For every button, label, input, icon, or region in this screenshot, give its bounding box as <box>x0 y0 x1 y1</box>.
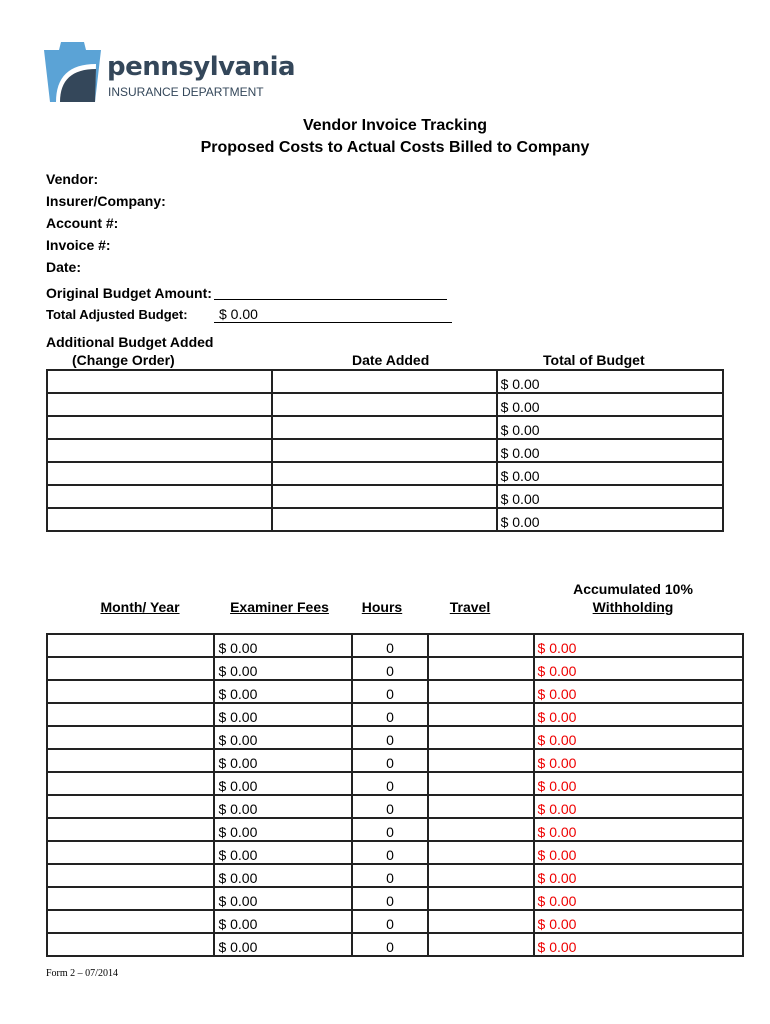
withholding-cell[interactable]: $ 0.00 <box>534 795 743 818</box>
month-year-cell[interactable] <box>47 657 214 680</box>
change-order-row <box>47 370 723 393</box>
withholding-cell[interactable]: $ 0.00 <box>534 887 743 910</box>
examiner-fees-cell[interactable]: $ 0.00 <box>214 818 352 841</box>
travel-cell[interactable] <box>428 772 534 795</box>
change-order-cell[interactable] <box>47 485 272 508</box>
hours-cell[interactable]: 0 <box>352 933 428 956</box>
travel-cell[interactable] <box>428 841 534 864</box>
billing-row <box>47 657 743 680</box>
change-order-row <box>47 439 723 462</box>
withholding-cell[interactable]: $ 0.00 <box>534 933 743 956</box>
keystone-logo-icon <box>44 42 104 109</box>
date-added-cell[interactable] <box>272 439 496 462</box>
logo-subtitle: INSURANCE DEPARTMENT <box>108 85 264 99</box>
total-budget-cell[interactable]: $ 0.00 <box>497 370 723 393</box>
change-order-subheader: (Change Order) <box>72 352 175 368</box>
examiner-fees-cell[interactable]: $ 0.00 <box>214 910 352 933</box>
month-year-cell[interactable] <box>47 887 214 910</box>
form-footer: Form 2 – 07/2014 <box>46 968 118 979</box>
examiner-fees-cell[interactable]: $ 0.00 <box>214 634 352 657</box>
month-year-cell[interactable] <box>47 818 214 841</box>
travel-cell[interactable] <box>428 726 534 749</box>
examiner-fees-cell[interactable]: $ 0.00 <box>214 841 352 864</box>
withholding-cell[interactable]: $ 0.00 <box>534 634 743 657</box>
billing-row <box>47 634 743 657</box>
date-added-cell[interactable] <box>272 416 496 439</box>
withholding-cell[interactable]: $ 0.00 <box>534 703 743 726</box>
billing-row <box>47 772 743 795</box>
examiner-fees-cell[interactable]: $ 0.00 <box>214 864 352 887</box>
hours-cell[interactable]: 0 <box>352 795 428 818</box>
billing-row <box>47 726 743 749</box>
change-order-row <box>47 416 723 439</box>
form-subtitle: Proposed Costs to Actual Costs Billed to Company <box>200 139 590 156</box>
withholding-header-line1: Accumulated 10% <box>573 581 693 597</box>
billing-row <box>47 864 743 887</box>
hours-cell[interactable]: 0 <box>352 818 428 841</box>
hours-header: Hours <box>361 599 403 615</box>
adjusted-budget-label: Total Adjusted Budget: <box>46 307 188 322</box>
change-order-header: Additional Budget Added <box>46 334 214 350</box>
withholding-cell[interactable]: $ 0.00 <box>534 818 743 841</box>
billing-row <box>47 749 743 772</box>
hours-cell[interactable]: 0 <box>352 749 428 772</box>
examiner-fees-cell[interactable]: $ 0.00 <box>214 703 352 726</box>
original-budget-label: Original Budget Amount: <box>46 285 212 301</box>
travel-cell[interactable] <box>428 933 534 956</box>
change-order-cell[interactable] <box>47 439 272 462</box>
travel-cell[interactable] <box>428 818 534 841</box>
change-order-cell[interactable] <box>47 370 272 393</box>
examiner-fees-cell[interactable]: $ 0.00 <box>214 680 352 703</box>
month-year-cell[interactable] <box>47 910 214 933</box>
travel-cell[interactable] <box>428 749 534 772</box>
date-label: Date: <box>46 259 82 275</box>
billing-row <box>47 933 743 956</box>
hours-cell[interactable]: 0 <box>352 772 428 795</box>
travel-cell[interactable] <box>428 795 534 818</box>
total-budget-cell[interactable]: $ 0.00 <box>497 462 723 485</box>
travel-cell[interactable] <box>428 910 534 933</box>
examiner-fees-cell[interactable]: $ 0.00 <box>214 887 352 910</box>
change-order-cell[interactable] <box>47 508 272 531</box>
month-year-cell[interactable] <box>47 680 214 703</box>
logo-name: pennsylvania <box>107 52 296 82</box>
change-order-cell[interactable] <box>47 393 272 416</box>
hours-cell[interactable]: 0 <box>352 864 428 887</box>
hours-cell[interactable]: 0 <box>352 841 428 864</box>
withholding-cell[interactable]: $ 0.00 <box>534 910 743 933</box>
date-added-cell[interactable] <box>272 508 496 531</box>
examiner-fees-cell[interactable]: $ 0.00 <box>214 726 352 749</box>
hours-cell[interactable]: 0 <box>352 634 428 657</box>
examiner-fees-cell[interactable]: $ 0.00 <box>214 749 352 772</box>
hours-cell[interactable]: 0 <box>352 910 428 933</box>
month-year-cell[interactable] <box>47 864 214 887</box>
travel-cell[interactable] <box>428 703 534 726</box>
total-budget-cell[interactable]: $ 0.00 <box>497 485 723 508</box>
month-year-cell[interactable] <box>47 634 214 657</box>
month-year-cell[interactable] <box>47 933 214 956</box>
month-year-cell[interactable] <box>47 795 214 818</box>
examiner-fees-cell[interactable]: $ 0.00 <box>214 657 352 680</box>
vendor-label: Vendor: <box>46 171 99 187</box>
total-budget-cell[interactable]: $ 0.00 <box>497 439 723 462</box>
total-budget-header: Total of Budget <box>543 352 645 368</box>
form-title: Vendor Invoice Tracking <box>302 117 488 134</box>
travel-cell[interactable] <box>428 634 534 657</box>
hours-cell[interactable]: 0 <box>352 726 428 749</box>
adjusted-budget-field[interactable]: $ 0.00 <box>214 306 452 323</box>
change-order-row <box>47 485 723 508</box>
change-order-row <box>47 462 723 485</box>
original-budget-field[interactable] <box>214 299 447 300</box>
travel-cell[interactable] <box>428 657 534 680</box>
withholding-cell[interactable]: $ 0.00 <box>534 680 743 703</box>
travel-cell[interactable] <box>428 680 534 703</box>
month-year-cell[interactable] <box>47 749 214 772</box>
withholding-cell[interactable]: $ 0.00 <box>534 864 743 887</box>
total-budget-cell[interactable]: $ 0.00 <box>497 416 723 439</box>
billing-row <box>47 887 743 910</box>
travel-cell[interactable] <box>428 887 534 910</box>
examiner-fees-cell[interactable]: $ 0.00 <box>214 772 352 795</box>
examiner-fees-cell[interactable]: $ 0.00 <box>214 933 352 956</box>
date-added-cell[interactable] <box>272 462 496 485</box>
withholding-cell[interactable]: $ 0.00 <box>534 772 743 795</box>
examiner-fees-header: Examiner Fees <box>230 599 329 615</box>
account-label: Account #: <box>46 215 119 231</box>
billing-row <box>47 795 743 818</box>
hours-cell[interactable]: 0 <box>352 657 428 680</box>
month-year-cell[interactable] <box>47 841 214 864</box>
change-order-table <box>46 369 724 532</box>
withholding-cell[interactable]: $ 0.00 <box>534 657 743 680</box>
examiner-fees-cell[interactable]: $ 0.00 <box>214 795 352 818</box>
withholding-cell[interactable]: $ 0.00 <box>534 841 743 864</box>
month-year-cell[interactable] <box>47 772 214 795</box>
change-order-row <box>47 393 723 416</box>
change-order-cell[interactable] <box>47 462 272 485</box>
date-added-cell[interactable] <box>272 485 496 508</box>
change-order-row <box>47 508 723 531</box>
billing-table <box>46 633 744 957</box>
travel-header: Travel <box>449 599 491 615</box>
total-budget-cell[interactable]: $ 0.00 <box>497 508 723 531</box>
travel-cell[interactable] <box>428 864 534 887</box>
month-year-header: Month/ Year <box>100 599 180 615</box>
billing-row <box>47 680 743 703</box>
withholding-header-line2: Withholding <box>592 599 674 615</box>
hours-cell[interactable]: 0 <box>352 680 428 703</box>
insurer-label: Insurer/Company: <box>46 193 166 209</box>
billing-row <box>47 703 743 726</box>
billing-row <box>47 910 743 933</box>
billing-row <box>47 818 743 841</box>
date-added-header: Date Added <box>352 352 430 368</box>
month-year-cell[interactable] <box>47 726 214 749</box>
date-added-cell[interactable] <box>272 393 496 416</box>
month-year-cell[interactable] <box>47 703 214 726</box>
invoice-label: Invoice #: <box>46 237 111 253</box>
total-budget-cell[interactable]: $ 0.00 <box>497 393 723 416</box>
withholding-cell[interactable]: $ 0.00 <box>534 749 743 772</box>
hours-cell[interactable]: 0 <box>352 703 428 726</box>
withholding-cell[interactable]: $ 0.00 <box>534 726 743 749</box>
date-added-cell[interactable] <box>272 370 496 393</box>
change-order-cell[interactable] <box>47 416 272 439</box>
billing-row <box>47 841 743 864</box>
hours-cell[interactable]: 0 <box>352 887 428 910</box>
